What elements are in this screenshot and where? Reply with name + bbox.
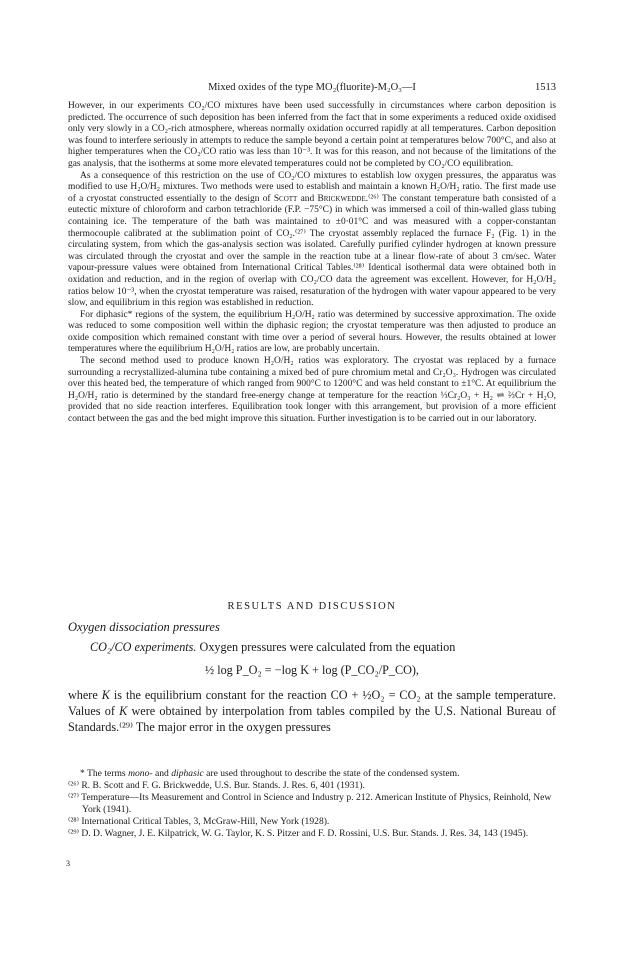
- reference-29: ⁽²⁹⁾ D. D. Wagner, J. E. Kilpatrick, W. G. Taylor, K. S. Pitzer and F. D. Rossini, U.S. Bur. Stands. J. Res. 34, 143 (1945).: [68, 828, 529, 839]
- running-title: Mixed oxides of the type MO₂(fluorite)-M₂O₃—I: [208, 82, 416, 93]
- subheading: Oxygen dissociation pressures: [68, 620, 220, 634]
- section-heading: RESULTS AND DISCUSSION: [227, 601, 397, 612]
- reference-27: ⁽²⁷⁾ Temperature—Its Measurement and Control in Science and Industry p. 212. American Institute of Physics, Reinhold, New York (1941).: [68, 792, 552, 815]
- paragraph-second-method: The second method used to produce known H₂O/H₂ ratios was exploratory. The cryostat was replaced by a furnace surrounding a recrystallized-alumina tube containing a mixed bed of pure chromium metal and Cr₂O₃. Hydrogen was circulated over this heated bed, the temperature of which ranged from 900°C to 1200°C and was held constant to ±1°C. At equilibrium the H₂O/H₂ ratio is determined by the standard free-energy change at temperature for the reaction ⅓Cr₂O₃ + H₂ ⇌ ⅔Cr + H₂O, provided that no side reaction interferes. Equilibration took longer with this arrangement, but provision of a more efficient contact between the gas and the bed might improve this situation. Further investigation is to be carried out in our laboratory.: [68, 356, 556, 425]
- body-text: [68, 101, 556, 426]
- equilibrium-paragraph: where K is the equilibrium constant for the reaction CO + ½O₂ = CO₂ at the sample temperature. Values of K were obtained by interpolation from tables compiled by the U.S. National Bureau of Standards.⁽²⁹⁾ The major error in the oxygen pressures: [68, 688, 556, 734]
- reference-26: ⁽²⁶⁾ R. B. Scott and F. G. Brickwedde, U.S. Bur. Stands. J. Res. 6, 401 (1931).: [68, 780, 365, 791]
- co2-co-lead: CO₂/CO experiments.: [90, 640, 197, 654]
- author-scott: Scott: [273, 193, 298, 204]
- paragraph-carbon-deposition: However, in our experiments CO₂/CO mixtures have been used successfully in circumstances where carbon deposition is predicted. The occurrence of such deposition has been inferred from the fact that in some experiments a reduced oxide oxidised only very slowly in a CO₂-rich atmosphere, whereas normally oxidation occurred rapidly at all temperatures. Carbon deposition was found to interfere seriously in attempts to reduce the sample beyond a certain point at temperatures below 700°C, and also at higher temperatures when the CO₂/CO ratio was less than 10⁻³. It was for this reason, and not because of the limitations of the gas analysis, that the isotherms at some more elevated temperatures could not be completed by CO₂/CO equilibration.: [68, 101, 556, 169]
- co2-co-paragraph: CO₂/CO experiments. Oxygen pressures were calculated from the equation: [90, 640, 456, 654]
- page-number: 1513: [535, 82, 556, 93]
- equation: ½ log P_O₂ = −log K + log (P_CO₂/P_CO),: [205, 663, 419, 677]
- author-brickwedde: Brickwedde: [317, 193, 366, 204]
- running-header: [68, 82, 556, 96]
- reference-28: ⁽²⁸⁾ International Critical Tables, 3, McGraw-Hill, New York (1928).: [68, 816, 330, 827]
- page-marker: 3: [66, 859, 70, 868]
- paragraph-diphasic: For diphasic* regions of the system, the equilibrium H₂O/H₂ ratio was determined by successive approximation. The oxide was reduced to some composition well within the diphasic region; the cryostat temperature was then adjusted to produce an oxide composition which remained constant with time over a period of several hours. However, the results obtained at lower temperatures where the equilibrium H₂O/H₂ ratios are low, are probably uncertain.: [68, 309, 556, 355]
- footnote-star: * The terms mono- and diphasic are used throughout to describe the state of the condensed system.: [80, 768, 460, 779]
- footnotes: [68, 768, 556, 840]
- paragraph-cryostat: As a consequence of this restriction on the use of CO₂/CO mixtures to establish low oxygen pressures, the apparatus was modified to use H₂O/H₂ mixtures. Two methods were used to establish and maintain a known H₂O/H₂ ratio. The first made use of a cryostat constructed essentially to the design of Scott and Brickwedde.⁽²⁶⁾ The constant temperature bath consisted of a eutectic mixture of chloroform and carbon tetrachloride (F.P. −75°C) in which was immersed a coil of thin-walled glass tubing containing ice. The temperature of the bath was maintained to ±0·01°C and was measured with a copper-constantan thermocouple calibrated at the sublimation point of CO₂.⁽²⁷⁾ The cryostat assembly replaced the furnace F₂ (Fig. 1) in the circulating system, from which the gas-analysis section was isolated. Carefully purified cylinder hydrogen at known pressure was circulated through the cryostat and over the sample in the reaction tube at a linear flow-rate of about 3 cm/sec. Water vapour-pressure values were obtained from International Critical Tables.⁽²⁸⁾ Identical isothermal data were obtained both in oxidation and reduction, and in the region of overlap with CO₂/CO data the agreement was excellent. However, for H₂O/H₂ ratios below 10⁻³, when the cryostat temperature was raised, resaturation of the hydrogen with water vapour appeared to be very slow, and equilibrium in this region was established in reduction.: [68, 170, 556, 309]
